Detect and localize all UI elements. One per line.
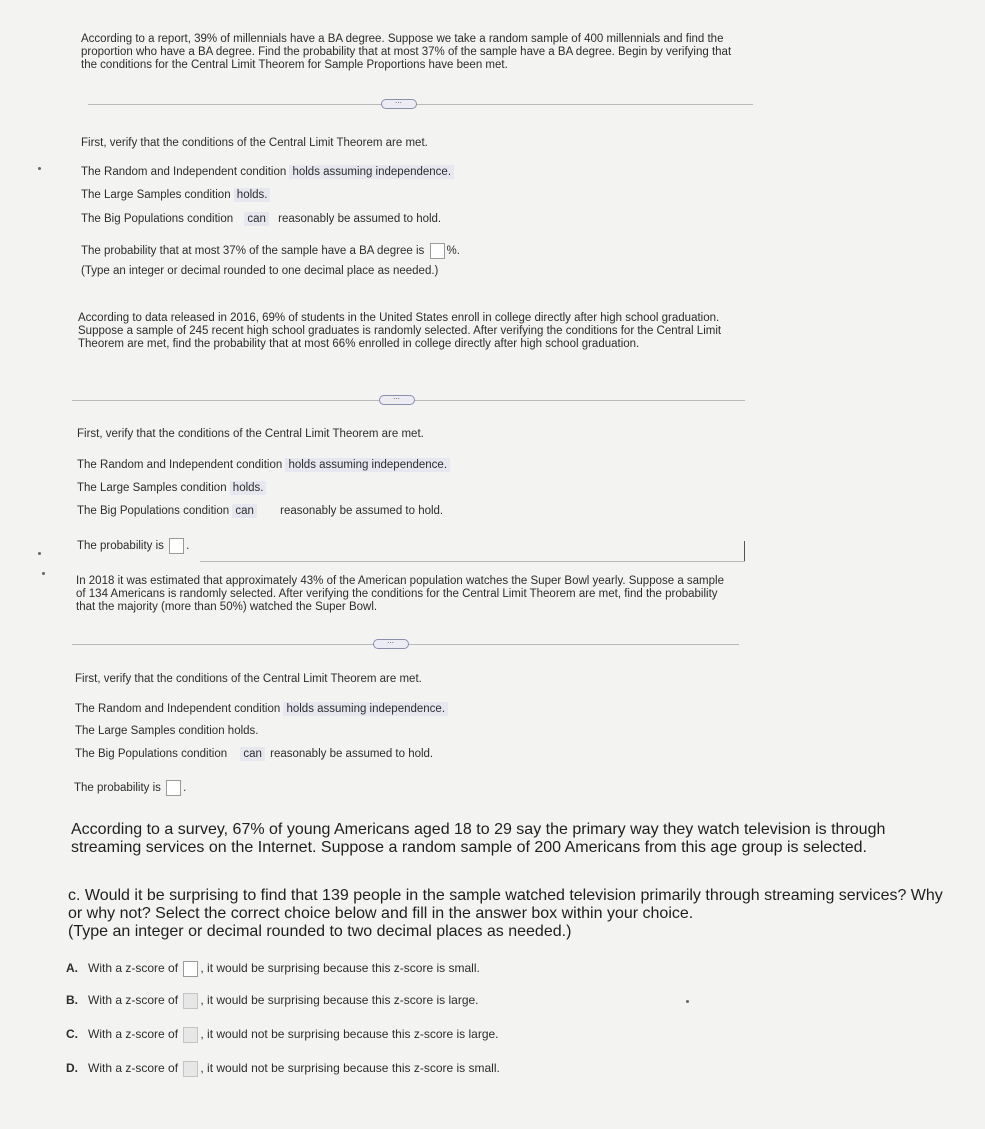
q2-big-dropdown[interactable]: can xyxy=(232,504,257,518)
q2-bottom-rule xyxy=(200,561,745,562)
choice-b-suffix: , it would be surprising because this z-score is large. xyxy=(200,993,479,1008)
q1-big-label: The Big Populations condition xyxy=(81,213,234,225)
q2-verify-text: First, verify that the conditions of the Central Limit Theorem are met. xyxy=(77,428,424,440)
choice-d-letter: D. xyxy=(66,1061,78,1076)
q1-large-condition xyxy=(81,189,270,201)
q2-random-label: The Random and Independent condition xyxy=(77,459,283,471)
q2-prob-suffix: . xyxy=(186,540,190,553)
q1-probability-line xyxy=(81,243,460,259)
q1-random-condition xyxy=(81,166,454,178)
q1-hint: (Type an integer or decimal rounded to one decimal place as needed.) xyxy=(81,265,439,277)
q3-large-dropdown[interactable]: holds. xyxy=(227,725,259,737)
q1-big-dropdown[interactable]: can xyxy=(244,212,269,226)
choice-a[interactable] xyxy=(66,961,480,977)
q1-more-button[interactable]: ⋯ xyxy=(381,99,417,109)
choice-a-answer-box[interactable] xyxy=(183,961,198,977)
q1-big-suffix: reasonably be assumed to hold. xyxy=(278,213,442,225)
choice-b-answer-box[interactable] xyxy=(183,993,198,1009)
q3-big-suffix: reasonably be assumed to hold. xyxy=(270,748,434,760)
choice-c[interactable] xyxy=(66,1027,499,1043)
q1-random-label: The Random and Independent condition xyxy=(81,166,287,178)
q2-prompt: According to data released in 2016, 69% of students in the United States enroll in college directly after high school graduation. Suppose a sample of 245 recent high school graduates is randomly selected. After verifying the conditions for the Central Limit Theorem are met, find the probability that at most 66% enrolled in college directly after high school graduation. xyxy=(78,312,722,350)
q1-random-dropdown[interactable]: holds assuming independence. xyxy=(289,165,454,179)
q2-large-dropdown[interactable]: holds. xyxy=(230,481,267,495)
choice-d[interactable] xyxy=(66,1061,500,1077)
choice-d-suffix: , it would not be surprising because this z-score is small. xyxy=(200,1061,500,1076)
q3-big-condition xyxy=(75,748,433,760)
q2-big-condition xyxy=(77,505,443,517)
choice-b-letter: B. xyxy=(66,993,78,1008)
q4-part-c: c. Would it be surprising to find that 139 people in the sample watched television primarily through streaming services? Why or why not? Select the correct choice below and fill in the answer box within your choice. xyxy=(68,887,943,922)
q3-large-condition xyxy=(75,725,258,737)
q2-random-dropdown[interactable]: holds assuming independence. xyxy=(285,458,450,472)
q1-prob-prefix: The probability that at most 37% of the sample have a BA degree is xyxy=(81,245,425,258)
q3-prompt: In 2018 it was estimated that approximately 43% of the American population watches the Super Bowl yearly. Suppose a sample of 134 Americans is randomly selected. After verifying the conditions for the Central Limit Theorem are met, find the probability that the majority (more than 50%) watched the Super Bowl. xyxy=(76,575,724,613)
q4-prompt: According to a survey, 67% of young Americans aged 18 to 29 say the primary way they watch television is through streaming services on the Internet. Suppose a random sample of 200 Americans from this age group is selected. xyxy=(71,821,886,856)
q1-divider xyxy=(88,104,753,105)
q2-probability-line xyxy=(77,538,189,554)
q2-more-button[interactable]: ⋯ xyxy=(379,395,415,405)
choice-c-answer-box[interactable] xyxy=(183,1027,198,1043)
choice-d-answer-box[interactable] xyxy=(183,1061,198,1077)
q1-prob-suffix: %. xyxy=(446,245,460,258)
q2-big-label: The Big Populations condition xyxy=(77,505,230,517)
q3-probability-line xyxy=(74,780,186,796)
q3-large-label: The Large Samples condition xyxy=(75,725,225,737)
q3-prob-suffix: . xyxy=(183,782,187,795)
q1-answer-box[interactable] xyxy=(430,243,445,259)
stray-dot-1 xyxy=(38,167,41,170)
q3-answer-box[interactable] xyxy=(166,780,181,796)
q1-large-dropdown[interactable]: holds. xyxy=(234,188,271,202)
choice-b[interactable] xyxy=(66,993,479,1009)
q2-random-condition xyxy=(77,459,450,471)
q3-big-label: The Big Populations condition xyxy=(75,748,228,760)
choice-b-prefix: With a z-score of xyxy=(88,993,179,1008)
q1-big-condition xyxy=(81,213,441,225)
q2-bottom-tick xyxy=(744,541,745,561)
q1-prompt: According to a report, 39% of millennials have a BA degree. Suppose we take a random sample of 400 millennials and find the proportion who have a BA degree. Find the probability that at most 37% of the sample have a BA degree. Begin by verifying that the conditions for the Central Limit Theorem for Sample Proportions have been met. xyxy=(81,33,732,71)
q4-hint: (Type an integer or decimal rounded to two decimal places as needed.) xyxy=(68,923,572,940)
q3-prob-prefix: The probability is xyxy=(74,782,161,795)
q3-verify-text: First, verify that the conditions of the Central Limit Theorem are met. xyxy=(75,673,422,685)
q3-big-dropdown[interactable]: can xyxy=(240,747,265,761)
choice-a-prefix: With a z-score of xyxy=(88,961,179,976)
stray-dot-2 xyxy=(38,552,41,555)
q2-large-condition xyxy=(77,482,266,494)
choice-d-prefix: With a z-score of xyxy=(88,1061,179,1076)
q1-verify-text: First, verify that the conditions of the Central Limit Theorem are met. xyxy=(81,137,428,149)
choice-c-letter: C. xyxy=(66,1027,78,1042)
choice-c-prefix: With a z-score of xyxy=(88,1027,179,1042)
q3-random-dropdown[interactable]: holds assuming independence. xyxy=(283,702,448,716)
q1-large-label: The Large Samples condition xyxy=(81,189,231,201)
q2-big-suffix: reasonably be assumed to hold. xyxy=(280,505,444,517)
choice-c-suffix: , it would not be surprising because this z-score is large. xyxy=(200,1027,499,1042)
q3-random-label: The Random and Independent condition xyxy=(75,703,281,715)
q3-random-condition xyxy=(75,703,448,715)
q2-prob-prefix: The probability is xyxy=(77,540,164,553)
q2-answer-box[interactable] xyxy=(169,538,184,554)
q2-large-label: The Large Samples condition xyxy=(77,482,227,494)
stray-dot-4 xyxy=(686,1000,689,1003)
stray-dot-3 xyxy=(42,572,45,575)
choice-a-letter: A. xyxy=(66,961,78,976)
choice-a-suffix: , it would be surprising because this z-score is small. xyxy=(200,961,480,976)
q3-more-button[interactable]: ⋯ xyxy=(373,639,409,649)
